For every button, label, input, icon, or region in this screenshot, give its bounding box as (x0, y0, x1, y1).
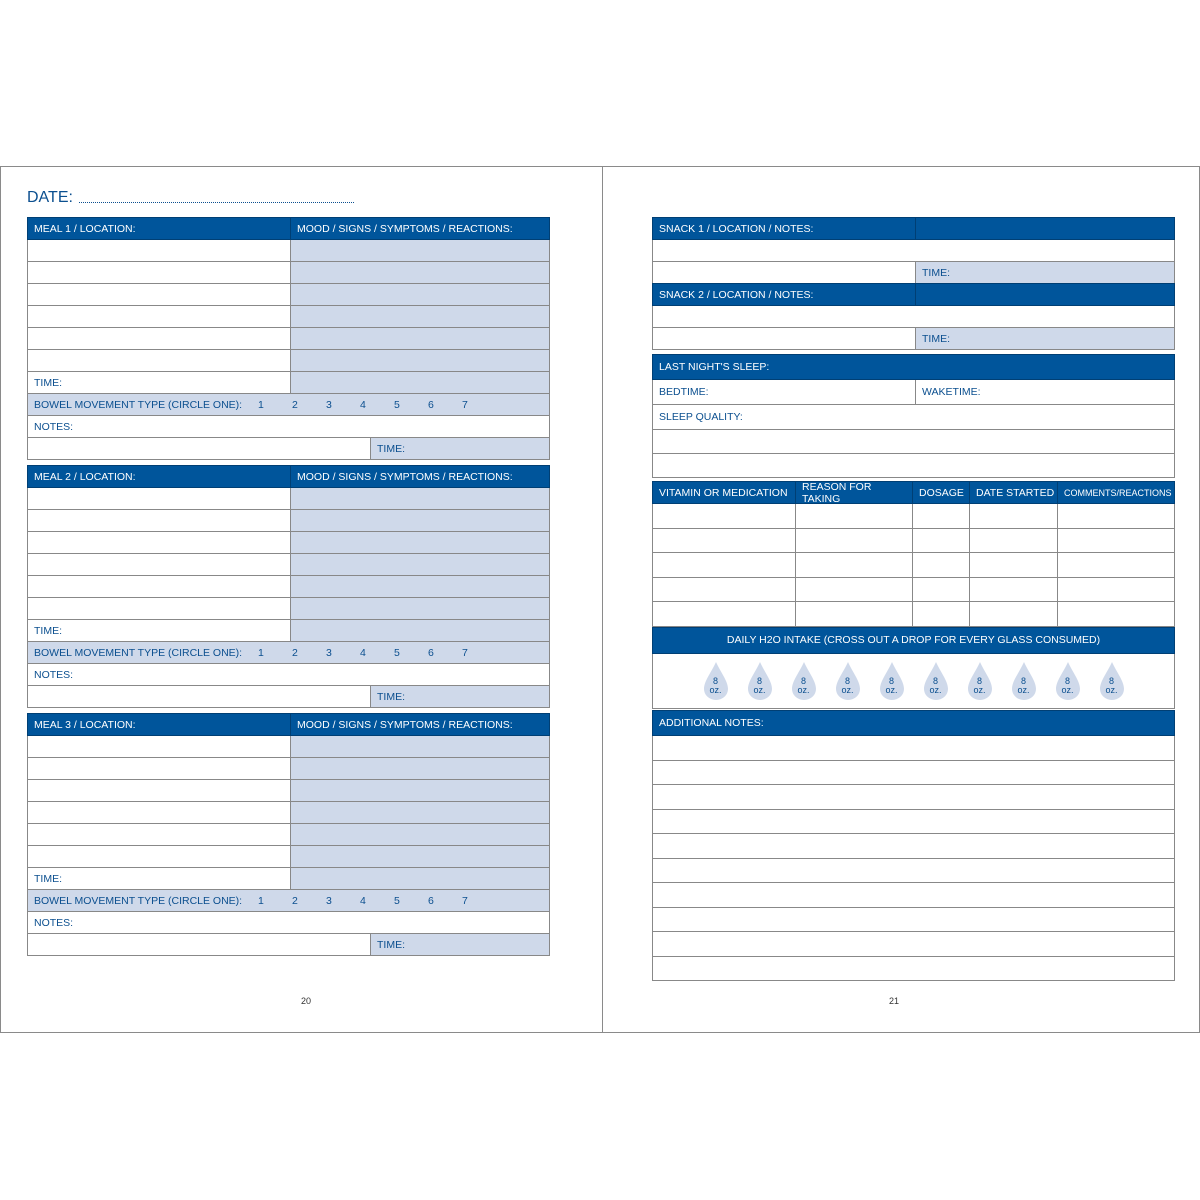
drop-label (703, 677, 729, 695)
meal-header (27, 465, 550, 488)
snack-entry[interactable] (653, 328, 915, 349)
drop-unit: oz. (1061, 684, 1074, 695)
drop-amount: 8 (932, 675, 938, 686)
mood-entry[interactable] (290, 306, 549, 327)
bedtime-field[interactable]: BEDTIME: (659, 386, 709, 398)
water-drop-icon[interactable] (923, 661, 949, 701)
med-cell[interactable] (969, 602, 1057, 626)
note-line[interactable] (652, 810, 1175, 835)
bowel-row (27, 890, 550, 912)
snack-section (652, 217, 1175, 284)
mood-entry[interactable] (290, 802, 549, 823)
bowel-option[interactable]: 5 (394, 894, 400, 907)
drop-amount: 8 (1064, 675, 1070, 686)
sleep-header: LAST NIGHT'S SLEEP: (652, 354, 1175, 380)
drop-label (879, 677, 905, 695)
bowel-option[interactable]: 1 (258, 646, 264, 659)
meal-row (27, 780, 550, 802)
drop-amount: 8 (976, 675, 982, 686)
bowel-option[interactable]: 3 (326, 398, 332, 411)
meal-row (27, 262, 550, 284)
bowel-option[interactable]: 4 (360, 398, 366, 411)
water-drop-icon[interactable] (1099, 661, 1125, 701)
mood-entry[interactable] (290, 488, 549, 509)
mood-entry[interactable] (290, 736, 549, 757)
water-drop-icon[interactable] (791, 661, 817, 701)
bowel-option[interactable]: 4 (360, 646, 366, 659)
meal-entry[interactable] (28, 350, 290, 371)
meal-row (27, 240, 550, 262)
bowel-option[interactable]: 6 (428, 398, 434, 411)
meal-row (27, 306, 550, 328)
page-number: 20 (301, 996, 312, 1006)
notes-row[interactable] (27, 664, 550, 686)
mood-entry[interactable] (290, 554, 549, 575)
snack-entry[interactable] (653, 262, 915, 283)
meal-location-label: MEAL 1 / LOCATION: (34, 222, 136, 235)
water-drop-icon[interactable] (747, 661, 773, 701)
water-drop-icon[interactable] (1011, 661, 1037, 701)
drop-unit: oz. (1105, 684, 1118, 695)
mood-entry[interactable] (290, 846, 549, 867)
note-line[interactable] (652, 785, 1175, 810)
med-column-header: DATE STARTED (969, 482, 1057, 503)
drop-amount: 8 (1108, 675, 1114, 686)
med-cell[interactable] (653, 602, 795, 626)
h2o-header: DAILY H2O INTAKE (CROSS OUT A DROP FOR EVERY GLASS CONSUMED) (652, 627, 1175, 654)
additional-notes (652, 710, 1175, 981)
water-drop-icon[interactable] (879, 661, 905, 701)
bowel-option[interactable]: 3 (326, 894, 332, 907)
mood-entry[interactable] (290, 824, 549, 845)
meal-entry[interactable]: TIME: (34, 872, 62, 885)
meal-section (27, 465, 550, 708)
water-drop-icon[interactable] (835, 661, 861, 701)
meal-entry[interactable] (28, 328, 290, 349)
drop-unit: oz. (709, 684, 722, 695)
snack-row[interactable] (652, 240, 1175, 262)
meal-entry[interactable] (28, 598, 290, 619)
mood-entry[interactable] (290, 284, 549, 305)
water-drop-icon[interactable] (1055, 661, 1081, 701)
meal-location-label: MEAL 3 / LOCATION: (34, 718, 136, 731)
med-column-header: VITAMIN OR MEDICATION (659, 486, 788, 499)
mood-label: MOOD / SIGNS / SYMPTOMS / REACTIONS: (290, 714, 549, 735)
med-cell[interactable] (795, 553, 912, 577)
med-cell[interactable] (653, 553, 795, 577)
meal-row (27, 488, 550, 510)
meal-row (27, 758, 550, 780)
meal-entry[interactable] (28, 736, 290, 757)
mood-entry[interactable] (290, 780, 549, 801)
bowel-option[interactable]: 7 (462, 894, 468, 907)
left-page (0, 166, 603, 1033)
drop-unit: oz. (797, 684, 810, 695)
med-cell[interactable] (1057, 602, 1174, 626)
bowel-option[interactable]: 2 (292, 398, 298, 411)
bowel-option[interactable]: 6 (428, 646, 434, 659)
drop-amount: 8 (712, 675, 718, 686)
meal-entry[interactable] (28, 262, 290, 283)
note-line[interactable] (652, 908, 1175, 933)
drop-label (1055, 677, 1081, 695)
time-field[interactable]: TIME: (370, 438, 549, 459)
meal-row (27, 846, 550, 868)
med-cell[interactable] (1057, 578, 1174, 602)
mood-entry[interactable] (290, 372, 549, 393)
sleep-section (652, 354, 1175, 478)
meal-entry[interactable] (28, 240, 290, 261)
med-cell[interactable] (795, 529, 912, 553)
meal-entry[interactable] (28, 802, 290, 823)
sleep-quality-field[interactable]: SLEEP QUALITY: (659, 411, 743, 423)
mood-label: MOOD / SIGNS / SYMPTOMS / REACTIONS: (290, 218, 549, 239)
med-cell[interactable] (969, 553, 1057, 577)
date-line (79, 202, 354, 203)
time-field[interactable]: TIME: (915, 262, 1174, 283)
bowel-option[interactable]: 5 (394, 398, 400, 411)
meal-row (27, 868, 550, 890)
medication-table (652, 481, 1175, 709)
mood-entry[interactable] (290, 758, 549, 779)
water-drop-icon[interactable] (967, 661, 993, 701)
med-row (652, 529, 1175, 554)
snack-row[interactable] (652, 306, 1175, 328)
mood-entry[interactable] (290, 576, 549, 597)
meal-location-label: MEAL 2 / LOCATION: (34, 470, 136, 483)
med-cell[interactable] (912, 529, 969, 553)
med-cell[interactable] (795, 602, 912, 626)
notes-label: NOTES: (34, 420, 74, 433)
med-cell[interactable] (969, 529, 1057, 553)
med-row (652, 504, 1175, 529)
meal-row (27, 532, 550, 554)
bowel-option[interactable]: 3 (326, 646, 332, 659)
med-cell[interactable] (969, 504, 1057, 528)
drop-unit: oz. (841, 684, 854, 695)
mood-label: MOOD / SIGNS / SYMPTOMS / REACTIONS: (290, 466, 549, 487)
bowel-option[interactable]: 7 (462, 398, 468, 411)
meal-header (27, 713, 550, 736)
bowel-row (27, 394, 550, 416)
meal-entry[interactable] (28, 780, 290, 801)
notes-label: NOTES: (34, 916, 74, 929)
notes-entry[interactable] (28, 686, 370, 707)
meal-entry[interactable] (28, 846, 290, 867)
snack-time-row (652, 328, 1175, 350)
drop-label (835, 677, 861, 695)
water-drop-icon[interactable] (703, 661, 729, 701)
bowel-option[interactable]: 4 (360, 894, 366, 907)
bowel-option[interactable]: 2 (292, 646, 298, 659)
med-cell[interactable] (969, 578, 1057, 602)
snack-header-blank (915, 284, 1174, 305)
bowel-row (27, 642, 550, 664)
meal-entry[interactable]: TIME: (34, 624, 62, 637)
snack-time-row (652, 262, 1175, 284)
snack-header (652, 217, 1175, 240)
drop-label (747, 677, 773, 695)
mood-entry[interactable] (290, 532, 549, 553)
med-cell[interactable] (912, 578, 969, 602)
meal-row (27, 576, 550, 598)
note-line[interactable] (652, 957, 1175, 982)
meal-row (27, 620, 550, 642)
med-row (652, 578, 1175, 603)
notes-time-row (27, 934, 550, 956)
bowel-label: BOWEL MOVEMENT TYPE (CIRCLE ONE): (34, 894, 243, 907)
med-column-header: COMMENTS/REACTIONS (1057, 482, 1174, 503)
page-number: 21 (889, 996, 900, 1006)
notes-entry[interactable] (28, 934, 370, 955)
drop-amount: 8 (844, 675, 850, 686)
drop-label (967, 677, 993, 695)
meal-entry[interactable] (28, 284, 290, 305)
mood-entry[interactable] (290, 598, 549, 619)
med-cell[interactable] (1057, 504, 1174, 528)
med-cell[interactable] (795, 578, 912, 602)
drop-label (791, 677, 817, 695)
med-column-header: DOSAGE (912, 482, 969, 503)
note-line[interactable] (652, 883, 1175, 908)
med-column-header: REASON FOR TAKING (795, 482, 912, 503)
drop-label (1011, 677, 1037, 695)
meal-row (27, 554, 550, 576)
bowel-option[interactable]: 7 (462, 646, 468, 659)
meal-entry[interactable] (28, 554, 290, 575)
notes-entry[interactable] (28, 438, 370, 459)
meal-entry[interactable] (28, 488, 290, 509)
bowel-option[interactable]: 1 (258, 398, 264, 411)
med-cell[interactable] (1057, 553, 1174, 577)
bowel-label: BOWEL MOVEMENT TYPE (CIRCLE ONE): (34, 646, 243, 659)
bowel-option[interactable]: 6 (428, 894, 434, 907)
meal-section (27, 217, 550, 460)
mood-entry[interactable] (290, 262, 549, 283)
drop-label (1099, 677, 1125, 695)
meal-entry[interactable] (28, 824, 290, 845)
meal-row (27, 824, 550, 846)
drop-label (923, 677, 949, 695)
note-line[interactable] (652, 834, 1175, 859)
mood-entry[interactable] (290, 868, 549, 889)
med-row (652, 602, 1175, 627)
bowel-label: BOWEL MOVEMENT TYPE (CIRCLE ONE): (34, 398, 243, 411)
note-line[interactable] (652, 736, 1175, 761)
mood-entry[interactable] (290, 620, 549, 641)
note-line[interactable] (652, 859, 1175, 884)
notes-row[interactable] (27, 416, 550, 438)
meal-entry[interactable] (28, 758, 290, 779)
bowel-option[interactable]: 5 (394, 646, 400, 659)
additional-notes-header: ADDITIONAL NOTES: (652, 710, 1175, 736)
med-cell[interactable] (912, 602, 969, 626)
sleep-line[interactable] (652, 430, 1175, 454)
snack-header-blank (915, 218, 1174, 239)
meal-entry[interactable] (28, 532, 290, 553)
right-page (602, 166, 1200, 1033)
snack-label: SNACK 2 / LOCATION / NOTES: (659, 288, 814, 301)
drop-unit: oz. (1017, 684, 1030, 695)
snack-header (652, 283, 1175, 306)
med-cell[interactable] (912, 504, 969, 528)
meal-section (27, 713, 550, 956)
mood-entry[interactable] (290, 510, 549, 531)
meal-row (27, 372, 550, 394)
sleep-line[interactable] (652, 454, 1175, 478)
drop-amount: 8 (1020, 675, 1026, 686)
snack-section (652, 283, 1175, 350)
meal-row (27, 736, 550, 758)
note-line[interactable] (652, 761, 1175, 786)
bowel-option[interactable]: 2 (292, 894, 298, 907)
drop-unit: oz. (929, 684, 942, 695)
snack-label: SNACK 1 / LOCATION / NOTES: (659, 222, 814, 235)
note-line[interactable] (652, 932, 1175, 957)
mood-entry[interactable] (290, 350, 549, 371)
drop-amount: 8 (888, 675, 894, 686)
med-cell[interactable] (653, 578, 795, 602)
drop-amount: 8 (800, 675, 806, 686)
drop-unit: oz. (753, 684, 766, 695)
meal-row (27, 598, 550, 620)
time-field[interactable]: TIME: (915, 328, 1174, 349)
med-cell[interactable] (653, 504, 795, 528)
meal-entry[interactable] (28, 510, 290, 531)
meal-entry[interactable] (28, 306, 290, 327)
notes-time-row (27, 438, 550, 460)
meal-row (27, 350, 550, 372)
med-cell[interactable] (1057, 529, 1174, 553)
meal-header (27, 217, 550, 240)
drop-unit: oz. (885, 684, 898, 695)
time-field[interactable]: TIME: (370, 934, 549, 955)
meal-row (27, 802, 550, 824)
med-cell[interactable] (912, 553, 969, 577)
meal-row (27, 328, 550, 350)
drop-amount: 8 (756, 675, 762, 686)
meal-entry[interactable] (28, 576, 290, 597)
med-cell[interactable] (795, 504, 912, 528)
meal-row (27, 510, 550, 532)
mood-entry[interactable] (290, 328, 549, 349)
meal-entry[interactable]: TIME: (34, 376, 62, 389)
notes-row[interactable] (27, 912, 550, 934)
date-label: DATE: (27, 189, 73, 206)
mood-entry[interactable] (290, 240, 549, 261)
med-row (652, 553, 1175, 578)
notes-time-row (27, 686, 550, 708)
time-field[interactable]: TIME: (370, 686, 549, 707)
notes-label: NOTES: (34, 668, 74, 681)
drop-unit: oz. (973, 684, 986, 695)
bowel-option[interactable]: 1 (258, 894, 264, 907)
med-cell[interactable] (653, 529, 795, 553)
date-field[interactable] (27, 189, 354, 207)
waketime-field[interactable]: WAKETIME: (915, 380, 1174, 404)
meal-row (27, 284, 550, 306)
